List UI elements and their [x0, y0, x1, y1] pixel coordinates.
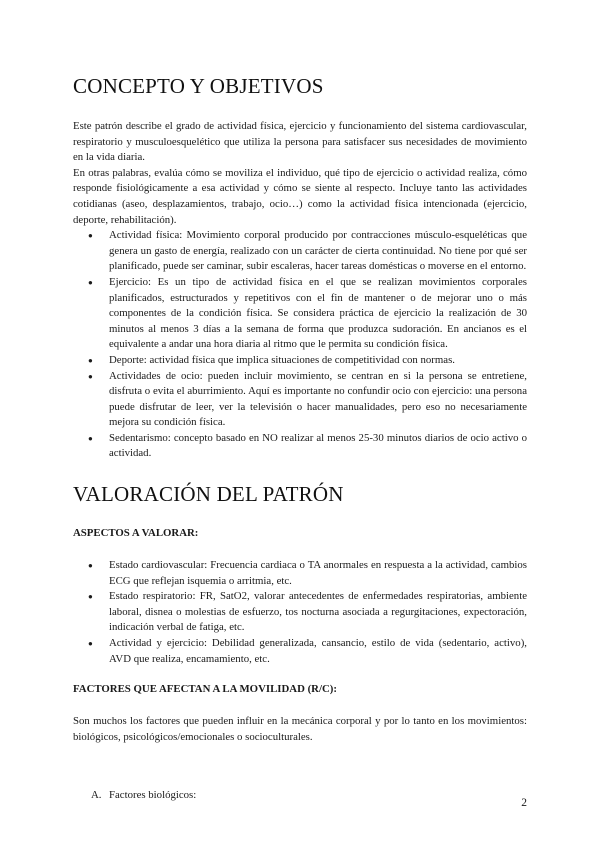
paragraph-other-words: En otras palabras, evalúa cómo se moviliza el individuo, qué tipo de ejercicio o actividad realiza, cómo responde fisiológicamente a esa actividad y cómo se siente al respecto. Incluye tanto las actividades cotidianas (aseo, desplazamientos, trabajo, ocio…) como la actividad física intencionada (ejercicio, deporte, rehabilitación). [73, 166, 527, 226]
list-item: ● Actividad y ejercicio: Debilidad generalizada, cansancio, estilo de vida (sedentario, activo), AVD que realiza, encamamiento, etc. [73, 636, 527, 667]
list-item: ● Ejercicio: Es un tipo de actividad física en el que se realizan movimientos corporales planificados, estructurados y repetitivos con el fin de mantener o de mejorar uno o más componentes de la condición física. Se considera práctica de ejercicio la realización de 30 minutos al menos 3 días a la semana de forma que produzca sudoración. En ancianos es el equivalente a andar una hora diaria al ritmo que le permita su condición física. [73, 275, 527, 353]
list-marker: A. [91, 789, 102, 802]
factors-paragraph: Son muchos los factores que pueden influir en la mecánica corporal y por lo tanto en los movimientos: biológicos, psicológicos/emocionales o socioculturales. [73, 715, 527, 743]
paragraph-description: Este patrón describe el grado de actividad física, ejercicio y funcionamiento del sistema cardiovascular, respiratorio y musculoesquelético que utiliza la persona para satisfacer sus necesidades de movimiento en la vida diaria. [73, 120, 527, 164]
list-item: ● Sedentarismo: concepto basado en NO realizar al menos 25-30 minutos diarios de ocio activo o actividad. [73, 431, 527, 462]
list-item: ● Deporte: actividad física que implica situaciones de competitividad con normas. [73, 353, 527, 369]
list-item: ● Estado cardiovascular: Frecuencia cardiaca o TA anormales en respuesta a la actividad, cambios ECG que reflejan isquemia o arritmia, etc. [73, 558, 527, 589]
definitions-list [73, 228, 527, 462]
list-item: ● Actividad física: Movimiento corporal producido por contracciones músculo-esqueléticas que genera un gasto de energía, realizado con un carácter de cierta continuidad. No tiene por qué ser planificado, puede ser caminar, subir escaleras, hacer tareas domésticas o moverse en el entorno. [73, 228, 527, 275]
list-item-label: Factores biológicos: [109, 789, 197, 802]
aspects-heading: ASPECTOS A VALORAR: [73, 527, 199, 540]
section-title-valoracion: VALORACIÓN DEL PATRÓN [73, 482, 344, 507]
alpha-list-item [73, 788, 527, 804]
aspects-list [73, 558, 527, 667]
list-item: ● Actividades de ocio: pueden incluir movimiento, se centran en si la persona se entretiene, disfruta o evita el aburrimiento. Aquí es importante no confundir ocio con ejercicio: una persona puede disfrutar de leer, ver la televisión o hacer manualidades, pero eso no necesariamente mejora su condición física. [73, 369, 527, 431]
page-content [73, 74, 527, 804]
page-number: 2 [521, 797, 527, 809]
section-title-concepto: CONCEPTO Y OBJETIVOS [73, 74, 324, 98]
list-item: ● Estado respiratorio: FR, SatO2, valorar antecedentes de enfermedades respiratorias, ambiente laboral, disnea o molestias de esfuerzo, tos nocturna asociada a regurgitaciones, expectoración, indicación verbal de fatiga, etc. [73, 589, 527, 636]
factors-heading: FACTORES QUE AFECTAN A LA MOVILIDAD (R/C): [73, 683, 337, 696]
